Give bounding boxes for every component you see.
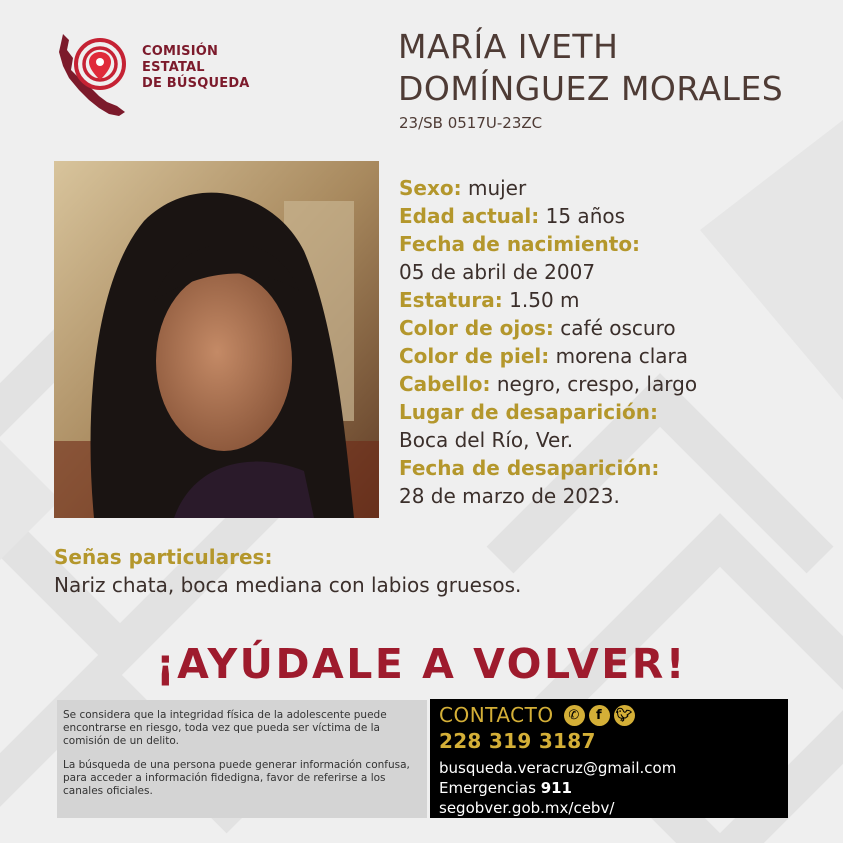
contact-header — [439, 703, 788, 727]
detail-value: 1.50 m — [509, 288, 580, 312]
detail-label: Cabello: — [399, 372, 491, 396]
senas-label: Señas particulares: — [54, 545, 273, 569]
detail-label: Lugar de desaparición: — [399, 400, 658, 424]
detail-value: mujer — [467, 176, 527, 200]
detail-value: 15 años — [545, 204, 626, 228]
disclaimer-box — [57, 700, 427, 818]
phone-icon[interactable]: ✆ — [564, 705, 585, 726]
facebook-icon[interactable]: f — [589, 705, 610, 726]
twitter-icon[interactable]: 🐦︎ — [614, 705, 635, 726]
detail-row — [399, 202, 697, 230]
name-line1: MARÍA IVETH — [398, 27, 619, 66]
contact-emergency — [439, 778, 788, 798]
contact-phone[interactable]: 228 319 3187 — [439, 729, 596, 753]
detail-row — [399, 398, 697, 426]
detail-value: negro, crespo, largo — [496, 372, 698, 396]
contact-box — [430, 699, 788, 818]
detail-label: Color de piel: — [399, 344, 550, 368]
contact-title: CONTACTO — [439, 703, 554, 727]
logo — [55, 30, 285, 120]
disclaimer-p2: La búsqueda de una persona puede generar información confusa, para acceder a información fidedigna, favor de referirse a los canales oficiales. — [63, 759, 410, 797]
logo-line2: DE BÚSQUEDA — [142, 76, 250, 91]
disclaimer-p1: Se considera que la integridad física de la adolescente puede encontrarse en riesgo, toda vez que pueda ser víctima de la comisión de un delito. — [63, 709, 387, 747]
detail-value: 05 de abril de 2007 — [399, 260, 596, 284]
detail-value: café oscuro — [560, 316, 676, 340]
emergency-number[interactable]: 911 — [540, 779, 572, 797]
detail-value: 28 de marzo de 2023. — [399, 484, 620, 508]
person-name — [398, 26, 783, 110]
contact-url[interactable]: segobver.gob.mx/cebv/ — [439, 799, 615, 817]
detail-label: Estatura: — [399, 288, 503, 312]
detail-row — [399, 230, 697, 258]
senas-text: Nariz chata, boca mediana con labios gruesos. — [54, 573, 522, 597]
detail-label: Fecha de nacimiento: — [399, 232, 641, 256]
detail-label: Edad actual: — [399, 204, 540, 228]
details-list — [399, 174, 697, 510]
detail-row — [399, 342, 697, 370]
detail-label: Fecha de desaparición: — [399, 456, 660, 480]
detail-row — [399, 174, 697, 202]
detail-row — [399, 314, 697, 342]
detail-row — [399, 286, 697, 314]
logo-line1: COMISIÓN ESTATAL — [142, 44, 219, 75]
detail-label: Color de ojos: — [399, 316, 554, 340]
veracruz-map-icon — [55, 30, 135, 120]
contact-email[interactable]: busqueda.veracruz@gmail.com — [439, 759, 677, 777]
detail-row — [399, 454, 697, 482]
call-to-action: ¡AYÚDALE A VOLVER! — [155, 640, 687, 688]
case-folio: 23/SB 0517U-23ZC — [399, 114, 543, 132]
emergency-label: Emergencias — [439, 779, 536, 797]
detail-value: Boca del Río, Ver. — [399, 428, 574, 452]
detail-label: Sexo: — [399, 176, 462, 200]
detail-row — [399, 370, 697, 398]
detail-value: morena clara — [555, 344, 689, 368]
person-photo — [54, 161, 379, 518]
name-line2: DOMÍNGUEZ MORALES — [398, 69, 784, 108]
logo-text — [142, 44, 285, 92]
senas-particulares — [54, 543, 521, 599]
